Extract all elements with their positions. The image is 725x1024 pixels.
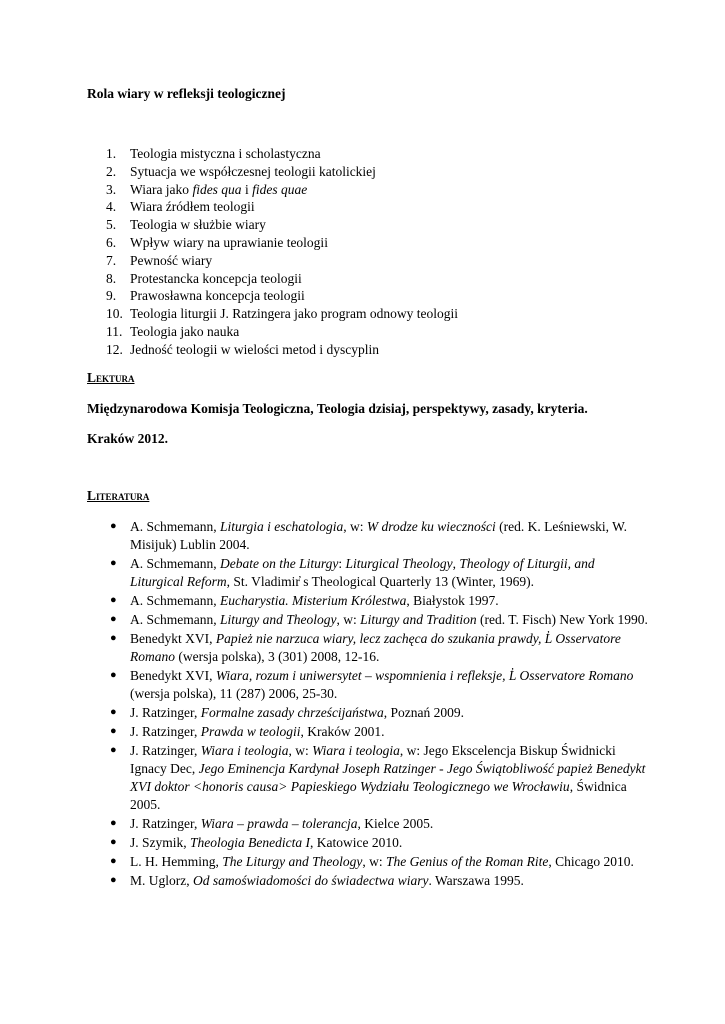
literatura-heading: Literatura xyxy=(87,488,150,503)
lektura-reference: Międzynarodowa Komisja Teologiczna, Teologia dzisiaj, perspektywy, zasady, kryteria. xyxy=(87,401,588,416)
topic-item xyxy=(106,198,458,216)
text-run: , St. Vladimir̓ s Theological Quarterly 13 (Winter, 1969). xyxy=(226,573,534,589)
bullet-icon: ● xyxy=(110,744,117,757)
text-run: Teologia jako nauka xyxy=(130,323,240,339)
text-run: Benedykt XVI, xyxy=(130,668,216,684)
text-run: Sytuacja we współczesnej teologii katolickiej xyxy=(130,163,376,179)
text-run: , w: xyxy=(336,612,361,628)
text-run: , Białystok 1997. xyxy=(406,593,499,608)
topic-item xyxy=(106,252,458,270)
text-run: Wiara – prawda – tolerancja xyxy=(200,816,358,832)
text-run: , xyxy=(452,556,460,571)
text-run: Wiara i teologia xyxy=(312,743,400,759)
bibliography-entry xyxy=(110,742,650,814)
topic-item xyxy=(106,216,458,234)
text-run: Debate on the Liturgy xyxy=(220,556,339,571)
topic-number: 4. xyxy=(106,199,117,215)
topic-item xyxy=(106,163,458,181)
text-run: Wiara źródłem teologii xyxy=(130,199,255,215)
topic-number: 9. xyxy=(106,288,117,304)
text-run: Pewność wiary xyxy=(130,252,213,268)
text-run: Protestancka koncepcja teologii xyxy=(130,270,302,286)
text-run: Wpływ wiary na uprawianie teologii xyxy=(130,234,328,250)
bullet-icon: ● xyxy=(110,669,117,682)
text-run: Liturgical Theology xyxy=(345,556,453,571)
text-run: (wersja polska), 3 (301) 2008, 12-16. xyxy=(175,649,380,665)
bibliography-entry xyxy=(110,518,650,554)
text-run: , w: xyxy=(362,854,386,870)
topic-number: 7. xyxy=(106,252,117,268)
text-run: , Świdnica 2005. xyxy=(130,779,627,813)
text-run: . Warszawa 1995. xyxy=(428,873,524,889)
text-run: A. Schmemann, xyxy=(130,612,220,628)
text-run: (red. T. Fisch) New York 1990. xyxy=(476,612,648,628)
topic-list xyxy=(106,145,458,359)
bullet-icon: ● xyxy=(110,632,117,645)
text-run: Liturgy and Theology xyxy=(220,612,337,628)
text-run: Benedykt XVI, xyxy=(130,631,216,647)
topic-item xyxy=(106,323,458,341)
text-run: : xyxy=(338,556,346,571)
text-run: Formalne zasady chrześcijaństwa xyxy=(200,705,384,721)
topic-item xyxy=(106,270,458,288)
topic-number: 11. xyxy=(106,323,123,339)
topic-number: 8. xyxy=(106,270,117,286)
bullet-icon: ● xyxy=(110,817,117,830)
text-run: J. Ratzinger, xyxy=(130,743,201,759)
text-run: The Liturgy and Theology xyxy=(222,854,363,870)
topic-number: 12. xyxy=(106,341,123,357)
topic-item xyxy=(106,234,458,252)
bullet-icon: ● xyxy=(110,706,117,719)
text-run: A. Schmemann, xyxy=(130,519,220,534)
topic-item xyxy=(106,305,458,323)
text-run: fides quae xyxy=(252,181,308,197)
bullet-icon: ● xyxy=(110,613,117,626)
text-run: Liturgia i eschatologia xyxy=(220,519,344,534)
topic-number: 6. xyxy=(106,234,117,250)
text-run: , Chicago 2010. xyxy=(548,854,634,870)
bibliography-entry xyxy=(110,872,650,890)
topic-item xyxy=(106,341,458,359)
text-run: Wiara jako xyxy=(130,181,193,197)
topic-item xyxy=(106,145,458,163)
text-run: A. Schmemann, xyxy=(130,593,220,608)
text-run: W drodze ku wieczności xyxy=(366,519,496,534)
topic-number: 10. xyxy=(106,306,123,322)
bullet-icon: ● xyxy=(110,836,117,849)
text-run: A. Schmemann, xyxy=(130,556,220,571)
bibliography-entry xyxy=(110,667,650,703)
text-run: The Genius of the Roman Rite xyxy=(386,854,549,870)
bibliography-entry xyxy=(110,723,650,741)
text-run: fides qua xyxy=(192,181,242,197)
text-run: Wiara, rozum i uniwersytet – wspomnienia i refleksje, L̓ Osservatore Romano xyxy=(215,668,634,684)
text-run: Eucharystia. Misterium Królestwa xyxy=(220,593,407,608)
text-run: , w: xyxy=(288,743,313,759)
text-run: Teologia liturgii J. Ratzingera jako program odnowy teologii xyxy=(130,306,458,322)
bullet-icon: ● xyxy=(110,855,117,868)
text-run: L. H. Hemming, xyxy=(130,854,223,870)
text-run: Papież nie narzuca wiary, lecz zachęca do szukania prawdy, L̓ Osservatore Romano xyxy=(130,631,621,665)
topic-number: 2. xyxy=(106,163,117,179)
text-run: (red. K. Leśniewski, W. Misijuk) Lublin 2004. xyxy=(130,519,627,552)
bibliography-entry xyxy=(110,704,650,722)
text-run: Prawosławna koncepcja teologii xyxy=(130,288,305,304)
bibliography-entry xyxy=(110,834,650,852)
text-run: , Poznań 2009. xyxy=(383,705,464,721)
lektura-heading: Lektura xyxy=(87,370,135,385)
text-run: , Kielce 2005. xyxy=(357,816,434,832)
text-run: Prawda w teologii xyxy=(200,724,301,740)
bullet-icon: ● xyxy=(110,520,117,532)
bullet-icon: ● xyxy=(110,725,117,738)
text-run: M. Uglorz, xyxy=(130,873,193,889)
text-run: J. Ratzinger, xyxy=(130,724,201,740)
text-run: Wiara i teologia xyxy=(200,743,289,759)
bibliography-entry xyxy=(110,611,650,629)
bullet-icon: ● xyxy=(110,557,117,569)
document-title: Rola wiary w refleksji teologicznej xyxy=(87,86,286,101)
text-run: Liturgy and Tradition xyxy=(360,612,477,628)
topic-item xyxy=(106,181,458,199)
bullet-icon: ● xyxy=(110,874,117,887)
text-run: , Kraków 2001. xyxy=(300,724,385,740)
text-run: J. Ratzinger, xyxy=(130,816,201,832)
text-run: Teologia mistyczna i scholastyczna xyxy=(130,146,321,161)
bibliography-entry xyxy=(110,630,650,666)
topic-number: 5. xyxy=(106,217,117,233)
bibliography-entry xyxy=(110,853,650,871)
text-run: i xyxy=(241,181,253,197)
text-run: J. Ratzinger, xyxy=(130,705,201,721)
topic-number: 3. xyxy=(106,181,117,197)
text-run: Jego Eminencja Kardynał Joseph Ratzinger - Jego Świątobliwość papież Benedykt XVI doktor <honoris causa> Papieskiego Wydziału Teologicznego we Wrocławiu xyxy=(130,761,646,795)
text-run: (wersja polska), 11 (287) 2006, 25-30. xyxy=(130,686,338,702)
topic-number: 1. xyxy=(106,146,117,161)
text-run: Od samoświadomości do świadectwa wiary xyxy=(193,873,429,889)
bullet-icon: ● xyxy=(110,594,117,606)
text-run: , Katowice 2010. xyxy=(310,835,403,851)
text-run: , w: xyxy=(343,519,367,534)
text-run: , w: Jego Ekscelencja Biskup Świdnicki Ignacy Dec, xyxy=(130,743,616,777)
lektura-reference-place: Kraków 2012. xyxy=(87,431,168,446)
bibliography-entry xyxy=(110,555,650,591)
topic-item xyxy=(106,287,458,305)
text-run: Jedność teologii w wielości metod i dyscyplin xyxy=(130,341,379,357)
text-run: Teologia w służbie wiary xyxy=(130,217,266,233)
text-run: Theology of Liturgii, and Liturgical Reform xyxy=(130,556,595,589)
text-run: Theologia Benedicta I xyxy=(190,835,310,851)
text-run: J. Szymik, xyxy=(130,835,191,851)
bibliography-list xyxy=(110,518,650,892)
bibliography-entry xyxy=(110,592,650,610)
bibliography-entry xyxy=(110,815,650,833)
